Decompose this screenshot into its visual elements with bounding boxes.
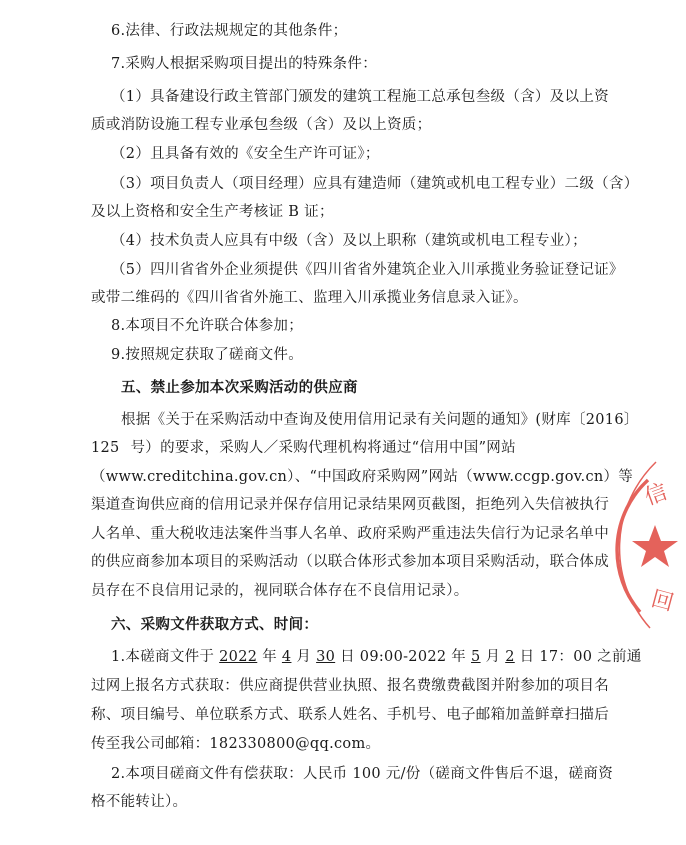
day-value-2: 2 [505,649,515,665]
condition-5-line-1: （5）四川省省外企业须提供《四川省省外建筑企业入川承揽业务验证登记证》 [111,262,624,278]
month-value-2: 5 [471,649,481,665]
item-8: 8.本项目不允许联合体参加； [111,318,304,334]
section-5-paragraph-line-5: 人名单、重大税收违法案件当事人名单、政府采购严重违法失信行为记录名单中 [91,526,609,542]
section-5-paragraph-line-4: 渠道查询供应商的信用记录并保存信用记录结果网页截图，拒绝列入失信被执行 [91,497,609,513]
seal-char-bottom: 回 [648,586,677,617]
seal-char-top: 信 [641,479,671,511]
section-5-paragraph-line-1: 根据《关于在采购活动中查询及使用信用记录有关问题的通知》(财库〔2016〕 [121,412,639,428]
condition-1-line-1: （1）具备建设行政主管部门颁发的建筑工程施工总承包叁级（含）及以上资 [111,89,609,105]
day-value: 30 [316,649,336,665]
item-6: 6.法律、行政法规规定的其他条件； [111,23,348,39]
section-5-paragraph-line-7: 员存在不良信用记录的，视同联合体存在不良信用记录）。 [91,583,469,599]
seal-ring-arc [617,480,648,612]
section-6-para-1-line-2: 过网上报名方式获取：供应商提供营业执照、报名费缴费截图并附参加的项目名 [91,678,609,694]
section-5-paragraph-line-6: 的供应商参加本项目的采购活动（以联合体形式参加本项目采购活动，联合体成 [91,554,609,570]
text-run: 日 09:00-2022 年 [340,649,467,665]
condition-4: （4）技术负责人应具有中级（含）及以上职称（建筑或机电工程专业）； [111,233,587,249]
condition-3-line-1: （3）项目负责人（项目经理）应具有建造师（建筑或机电工程专业）二级（含） [111,176,639,192]
text-run: 月 [296,649,312,665]
text-run: 月 [485,649,501,665]
item-9: 9.按照规定获取了磋商文件。 [111,347,304,363]
condition-3-line-2: 及以上资格和安全生产考核证 B 证； [91,204,334,220]
section-6-para-1-line-3: 称、项目编号、单位联系方式、联系人姓名、手机号、电子邮箱加盖鲜章扫描后 [91,707,609,723]
section-5-paragraph-line-3: （www.creditchina.gov.cn）、“中国政府采购网”网站（www.ccgp.gov.cn）等 [91,469,634,485]
text-run: 日 17：00 之前通 [519,649,642,665]
section-6-heading: 六、采购文件获取方式、时间： [111,616,319,633]
condition-2: （2）且具备有效的《安全生产许可证》； [111,146,380,162]
section-5-paragraph-line-2: 125 号）的要求，采购人／采购代理机构将通过“信用中国”网站 [91,440,516,456]
month-value: 4 [281,649,292,665]
text-run: 1.本磋商文件于 [111,649,215,665]
section-6-para-1-line-4: 传至我公司邮箱：182330800@qq.com。 [91,736,381,752]
seal-star [632,525,678,567]
section-5-heading: 五、禁止参加本次采购活动的供应商 [121,379,358,396]
section-6-para-1-line-1 [111,647,642,667]
text-run: 年 [262,649,277,665]
section-6-para-2-line-2: 格不能转让）。 [91,794,188,810]
year-value: 2022 [219,649,258,665]
condition-5-line-2: 或带二维码的《四川省省外施工、监理入川承揽业务信息录入证》。 [91,290,528,306]
condition-1-line-2: 质或消防设施工程专业承包叁级（含）及以上资质； [91,117,432,133]
item-7: 7.采购人根据采购项目提出的特殊条件： [111,56,378,72]
section-6-para-2-line-1: 2.本项目磋商文件有偿获取：人民币 100 元/份（磋商文件售后不退，磋商资 [111,766,614,782]
